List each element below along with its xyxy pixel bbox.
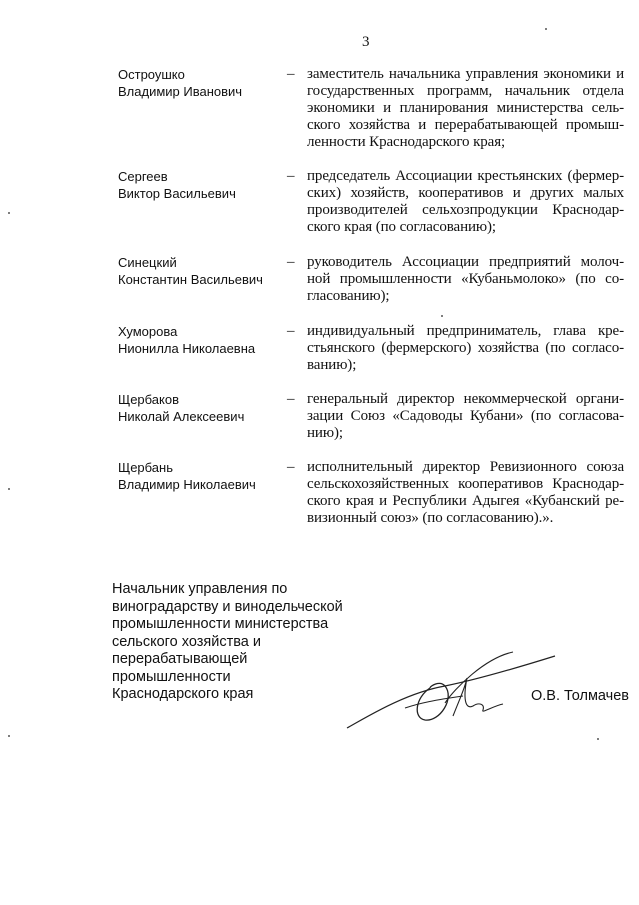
member-role: генеральный директор некоммерческой органи- зации Союз «Садоводы Кубани» (по согласова- нию); [307,391,624,441]
scan-speck [597,738,599,740]
scan-speck [8,735,10,737]
member-name: Щербаков Николай Алексеевич [118,392,245,424]
member-role: исполнительный директор Ревизионного союза сельскохозяйственных кооперативов Краснодар- ского края и Республики Адыгея «Кубанский ре- визионный союз» (по согласованию).». [307,459,624,526]
handwritten-signature [345,648,560,733]
dash: – [287,323,295,339]
member-name: Остроушко Владимир Иванович [118,67,243,99]
member-role: председатель Ассоциации крестьянских (фермер- ских) хозяйств, кооперативов и других малых производителей сельхозпродукции Краснодар- ского края (по согласованию); [307,168,624,235]
scan-speck [8,212,10,214]
dash: – [287,254,295,270]
dash: – [287,459,295,475]
member-name: Синецкий Константин Васильевич [118,255,263,287]
dash: – [287,168,295,184]
scan-speck [441,315,443,317]
dash: – [287,66,295,82]
signature-position: Начальник управления по виноградарству и винодельческой промышленности министерства сельского хозяйства и перерабатывающей промышленности Краснодарского края [112,581,343,702]
member-name: Сергеев Виктор Васильевич [118,169,236,201]
member-role: индивидуальный предприниматель, глава кре- стьянского (фермерского) хозяйства (по согласо- ванию); [307,323,624,373]
dash: – [287,391,295,407]
signer-name: О.В. Толмачев [531,688,630,704]
member-role: заместитель начальника управления экономики и государственных программ, начальник отдела экономики и планирования министерства сель- ского хозяйства и перерабатывающей промыш- ленности Краснодарского края; [307,66,624,150]
member-name: Хуморова Нионилла Николаевна [118,324,256,356]
scan-speck [8,488,10,490]
member-role: руководитель Ассоциации предприятий молоч- ной промышленности «Кубаньмолоко» (по со- гласованию); [307,254,624,304]
page-number: 3 [362,34,370,50]
scan-speck [545,28,547,30]
member-name: Щербань Владимир Николаевич [118,460,256,492]
